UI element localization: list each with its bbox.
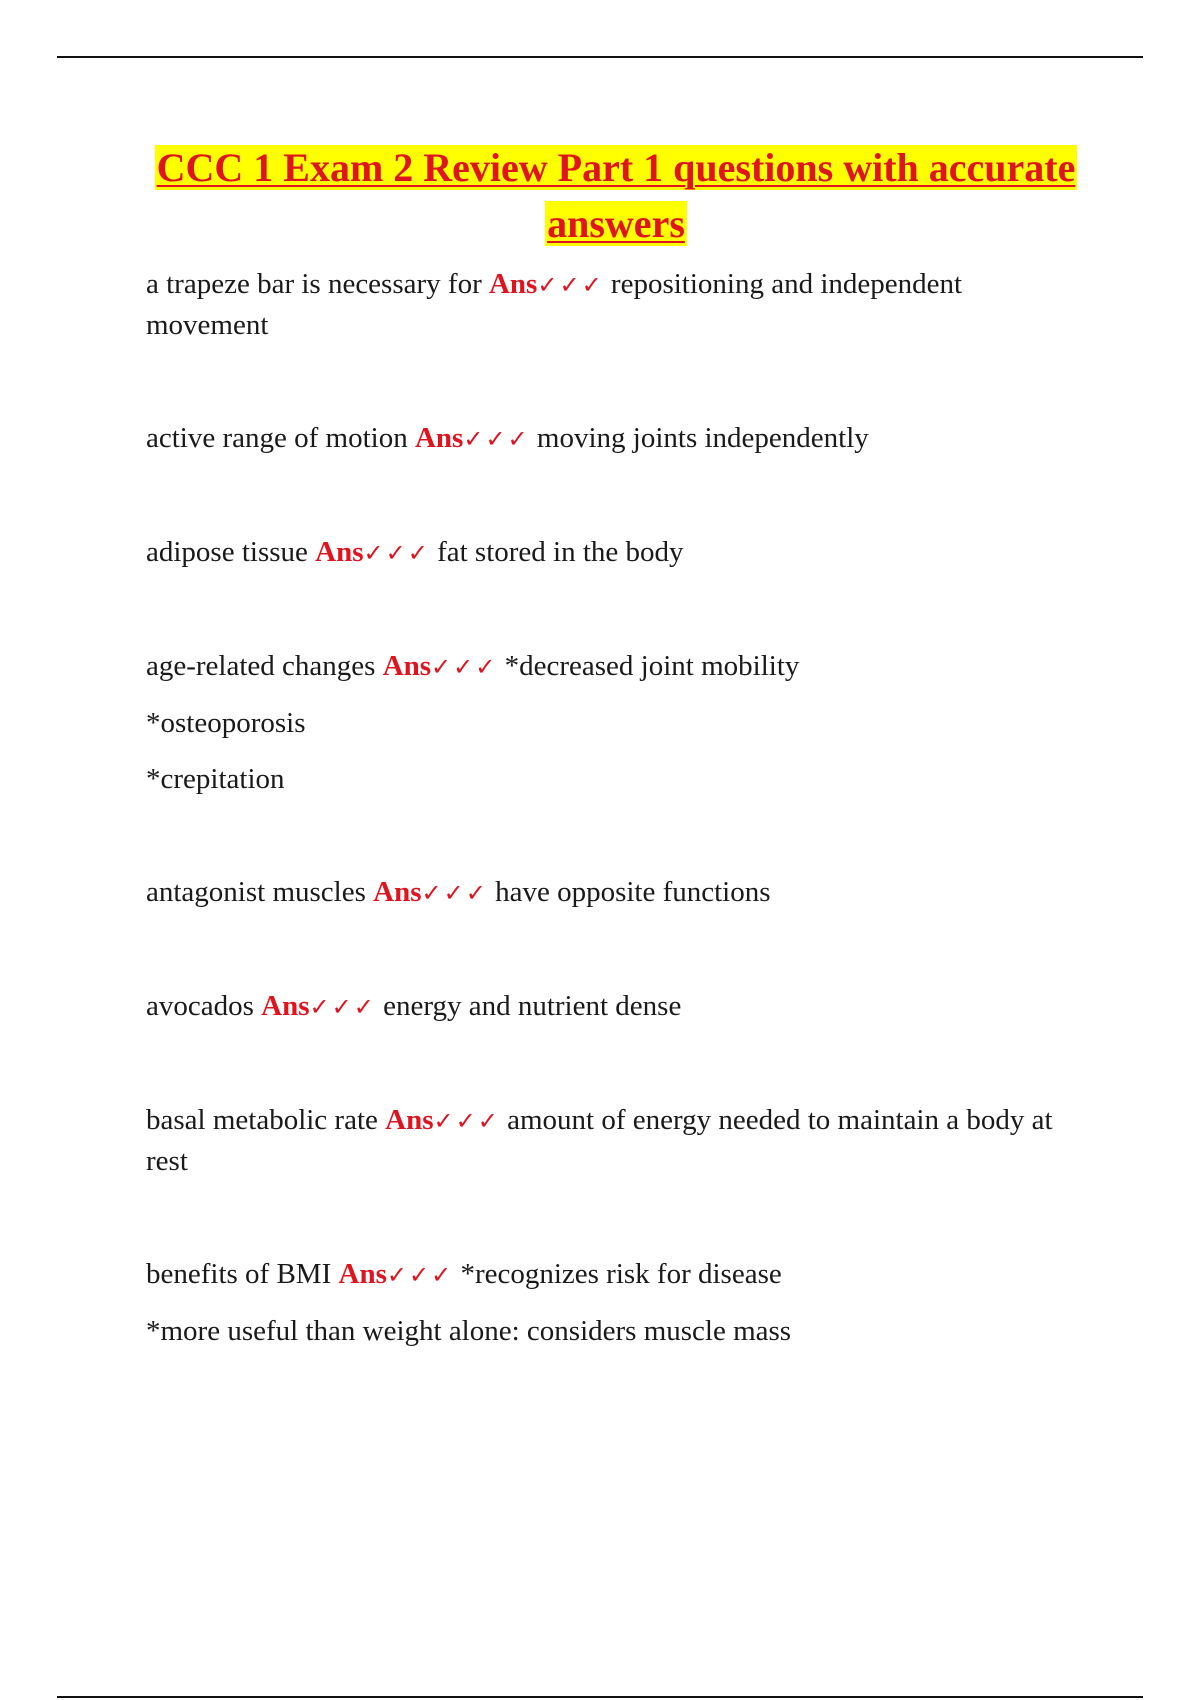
qa-entry: [146, 264, 1086, 345]
qa-line: [146, 418, 1086, 459]
answer-continuation: *crepitation: [146, 763, 285, 795]
qa-entry: [146, 872, 1086, 913]
qa-line: [146, 872, 1086, 913]
bottom-rule: [57, 1696, 1143, 1698]
answer-marker: Ans: [315, 536, 364, 568]
answer-marker: Ans: [373, 876, 422, 908]
qa-list: [146, 264, 1086, 1351]
qa-line: [146, 1100, 1086, 1181]
question-term: age-related changes: [146, 650, 376, 682]
question-term: a trapeze bar is necessary for: [146, 268, 482, 300]
check-marks-icon: ✓✓✓: [433, 1107, 500, 1135]
qa-entry: [146, 1100, 1086, 1181]
answer-text: fat stored in the body: [437, 536, 684, 568]
answer-text: repositioning and independent movement: [146, 268, 963, 341]
document-page: [146, 140, 1086, 1351]
answer-marker: Ans: [338, 1258, 387, 1290]
answer-marker: Ans: [385, 1104, 434, 1136]
question-term: adipose tissue: [146, 536, 308, 568]
qa-line: [146, 646, 1086, 687]
qa-line: [146, 264, 1086, 345]
question-term: benefits of BMI: [146, 1258, 332, 1290]
answer-continuation: *osteoporosis: [146, 707, 306, 739]
qa-entry: [146, 418, 1086, 459]
question-term: basal metabolic rate: [146, 1104, 378, 1136]
check-marks-icon: ✓✓✓: [386, 1261, 454, 1289]
check-marks-icon: ✓✓✓: [431, 653, 498, 681]
answer-marker: Ans: [488, 268, 538, 300]
qa-line: [146, 532, 1086, 573]
question-term: active range of motion: [146, 422, 408, 454]
answer-marker: Ans: [261, 990, 310, 1022]
check-marks-icon: ✓✓✓: [363, 539, 430, 567]
top-rule: [57, 56, 1143, 58]
qa-entry: [146, 646, 1086, 799]
document-title: [146, 140, 1086, 252]
question-term: avocados: [146, 990, 254, 1022]
answer-marker: Ans: [382, 650, 432, 682]
qa-line: [146, 986, 1086, 1027]
answer-text: *recognizes risk for disease: [460, 1258, 782, 1290]
question-term: antagonist muscles: [146, 876, 366, 908]
answer-continuation: *more useful than weight alone: considers muscle mass: [146, 1315, 792, 1347]
answer-text: energy and nutrient dense: [383, 990, 682, 1022]
document-title-text: CCC 1 Exam 2 Review Part 1 questions with accurate answers: [156, 145, 1076, 246]
answer-text: amount of energy needed to maintain a body at rest: [146, 1104, 1053, 1177]
check-marks-icon: ✓✓✓: [463, 425, 530, 453]
qa-entry: [146, 986, 1086, 1027]
qa-entry: [146, 532, 1086, 573]
answer-marker: Ans: [414, 422, 464, 454]
qa-entry: [146, 1254, 1086, 1351]
answer-text: *decreased joint mobility: [504, 650, 800, 682]
answer-text: have opposite functions: [495, 876, 771, 908]
check-marks-icon: ✓✓✓: [537, 271, 604, 299]
check-marks-icon: ✓✓✓: [421, 879, 488, 907]
answer-text: moving joints independently: [536, 422, 869, 454]
qa-line: [146, 1254, 1086, 1295]
check-marks-icon: ✓✓✓: [309, 993, 376, 1021]
